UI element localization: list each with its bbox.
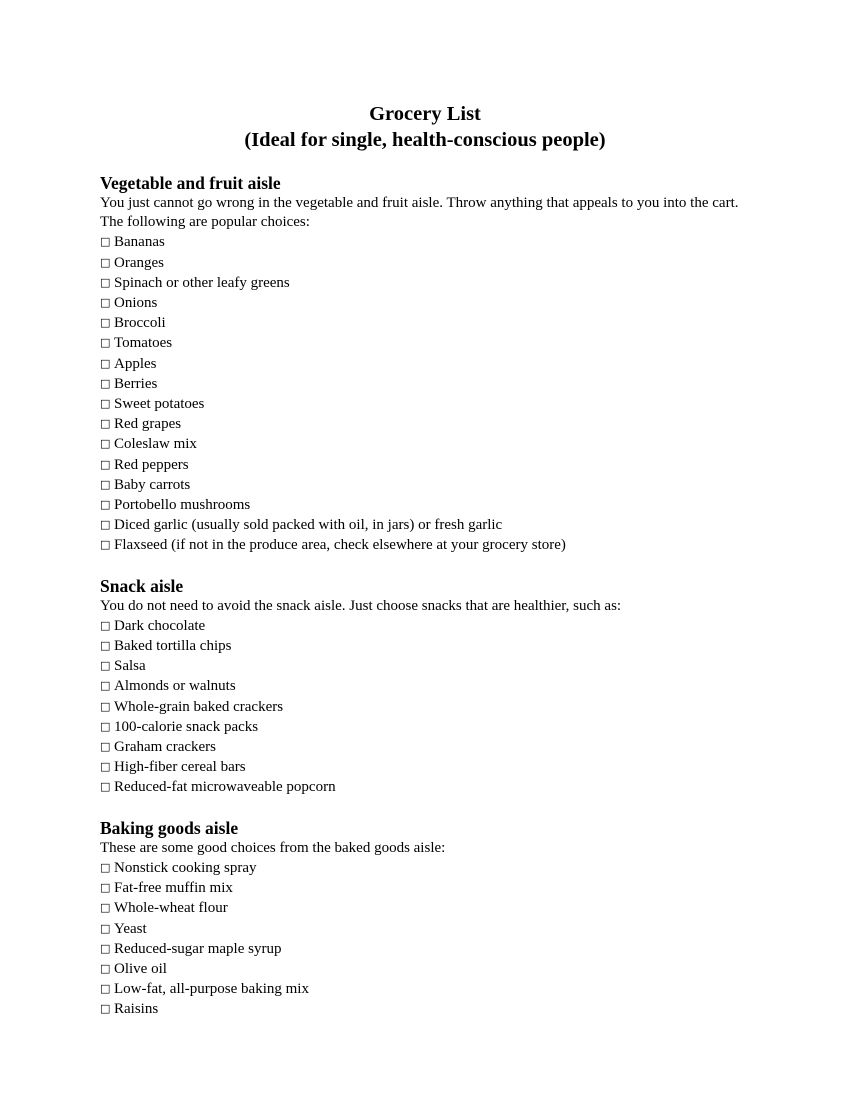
title-main: Grocery List xyxy=(369,103,481,125)
list-item-label: Fat-free muffin mix xyxy=(114,880,233,897)
checkbox-icon: □ xyxy=(100,538,111,552)
checkbox-icon: □ xyxy=(100,982,111,996)
list-item xyxy=(100,333,750,353)
list-item xyxy=(100,636,750,656)
list-item xyxy=(100,495,750,515)
section-vegetable-fruit xyxy=(100,172,750,556)
checkbox-icon: □ xyxy=(100,921,111,935)
checkbox-icon: □ xyxy=(100,760,111,774)
list-item xyxy=(100,232,750,252)
section-baking-goods xyxy=(100,817,750,1020)
list-item-label: High-fiber cereal bars xyxy=(114,759,246,776)
section-snack xyxy=(100,575,750,798)
list-item xyxy=(100,959,750,979)
checkbox-icon: □ xyxy=(100,457,111,471)
section-heading: Snack aisle xyxy=(100,575,184,596)
checkbox-icon: □ xyxy=(100,618,111,632)
list-item xyxy=(100,979,750,999)
title-subtitle: (Ideal for single, health-conscious people) xyxy=(244,129,606,151)
checkbox-icon: □ xyxy=(100,296,111,310)
list-item-label: Nonstick cooking spray xyxy=(114,859,257,876)
checkbox-icon: □ xyxy=(100,235,111,249)
list-item xyxy=(100,253,750,273)
checkbox-icon: □ xyxy=(100,659,111,673)
checkbox-icon: □ xyxy=(100,356,111,370)
checkbox-icon: □ xyxy=(100,376,111,390)
checkbox-icon: □ xyxy=(100,498,111,512)
checklist xyxy=(100,616,750,798)
checkbox-icon: □ xyxy=(100,477,111,491)
list-item-label: Raisins xyxy=(114,1001,159,1018)
document-page xyxy=(100,101,750,1039)
checkbox-icon: □ xyxy=(100,1002,111,1016)
list-item xyxy=(100,354,750,374)
list-item-label: Coleslaw mix xyxy=(114,436,197,453)
sections-container xyxy=(100,172,750,1020)
list-item xyxy=(100,939,750,959)
checkbox-icon: □ xyxy=(100,740,111,754)
list-item-label: Portobello mushrooms xyxy=(114,497,251,514)
checkbox-icon: □ xyxy=(100,397,111,411)
checkbox-icon: □ xyxy=(100,860,111,874)
list-item xyxy=(100,434,750,454)
checkbox-icon: □ xyxy=(100,336,111,350)
checkbox-icon: □ xyxy=(100,518,111,532)
section-heading: Baking goods aisle xyxy=(100,817,239,838)
list-item-label: Onions xyxy=(114,295,158,312)
checkbox-icon: □ xyxy=(100,780,111,794)
checkbox-icon: □ xyxy=(100,417,111,431)
list-item xyxy=(100,717,750,737)
list-item-label: Reduced-fat microwaveable popcorn xyxy=(114,779,336,796)
checklist xyxy=(100,232,750,555)
list-item-label: Reduced-sugar maple syrup xyxy=(114,940,282,957)
document-title xyxy=(100,101,750,153)
section-intro: You do not need to avoid the snack aisle. Just choose snacks that are healthier, such as: xyxy=(100,597,622,614)
list-item xyxy=(100,475,750,495)
list-item-label: Red peppers xyxy=(114,456,189,473)
checkbox-icon: □ xyxy=(100,316,111,330)
section-intro: You just cannot go wrong in the vegetable and fruit aisle. Throw anything that appeals to you into the cart. The following are popular choices: xyxy=(100,195,739,231)
list-item-label: 100-calorie snack packs xyxy=(114,718,259,735)
list-item xyxy=(100,757,750,777)
checkbox-icon: □ xyxy=(100,275,111,289)
list-item xyxy=(100,455,750,475)
list-item xyxy=(100,898,750,918)
list-item-label: Whole-wheat flour xyxy=(114,900,228,917)
list-item-label: Diced garlic (usually sold packed with oil, in jars) or fresh garlic xyxy=(114,517,503,534)
checkbox-icon: □ xyxy=(100,437,111,451)
checkbox-icon: □ xyxy=(100,255,111,269)
section-intro: These are some good choices from the baked goods aisle: xyxy=(100,839,446,856)
list-item-label: Olive oil xyxy=(114,960,167,977)
checkbox-icon: □ xyxy=(100,679,111,693)
checkbox-icon: □ xyxy=(100,961,111,975)
checkbox-icon: □ xyxy=(100,639,111,653)
list-item-label: Broccoli xyxy=(114,315,166,332)
list-item xyxy=(100,777,750,797)
checklist xyxy=(100,858,750,1020)
list-item-label: Baby carrots xyxy=(114,476,191,493)
list-item xyxy=(100,414,750,434)
list-item-label: Low-fat, all-purpose baking mix xyxy=(114,981,309,998)
list-item xyxy=(100,616,750,636)
list-item-label: Yeast xyxy=(114,920,147,937)
list-item-label: Sweet potatoes xyxy=(114,396,205,413)
list-item-label: Dark chocolate xyxy=(114,617,206,634)
list-item-label: Tomatoes xyxy=(114,335,173,352)
list-item xyxy=(100,858,750,878)
list-item xyxy=(100,313,750,333)
list-item-label: Almonds or walnuts xyxy=(114,678,236,695)
list-item xyxy=(100,697,750,717)
list-item xyxy=(100,878,750,898)
list-item-label: Graham crackers xyxy=(114,739,217,756)
checkbox-icon: □ xyxy=(100,699,111,713)
checkbox-icon: □ xyxy=(100,881,111,895)
checkbox-icon: □ xyxy=(100,719,111,733)
list-item-label: Salsa xyxy=(114,658,146,675)
checkbox-icon: □ xyxy=(100,901,111,915)
list-item-label: Berries xyxy=(114,375,158,392)
list-item-label: Flaxseed (if not in the produce area, check elsewhere at your grocery store) xyxy=(114,537,566,554)
list-item xyxy=(100,515,750,535)
list-item xyxy=(100,394,750,414)
list-item-label: Spinach or other leafy greens xyxy=(114,274,290,291)
list-item xyxy=(100,656,750,676)
list-item xyxy=(100,535,750,555)
list-item xyxy=(100,737,750,757)
list-item xyxy=(100,374,750,394)
section-heading: Vegetable and fruit aisle xyxy=(100,173,281,193)
list-item-label: Apples xyxy=(114,355,157,372)
list-item-label: Oranges xyxy=(114,254,164,271)
list-item-label: Red grapes xyxy=(114,416,182,433)
list-item-label: Whole-grain baked crackers xyxy=(114,698,284,715)
checkbox-icon: □ xyxy=(100,941,111,955)
list-item xyxy=(100,273,750,293)
list-item xyxy=(100,676,750,696)
list-item-label: Baked tortilla chips xyxy=(114,638,232,655)
list-item-label: Bananas xyxy=(114,234,165,251)
list-item xyxy=(100,999,750,1019)
list-item xyxy=(100,293,750,313)
list-item xyxy=(100,919,750,939)
